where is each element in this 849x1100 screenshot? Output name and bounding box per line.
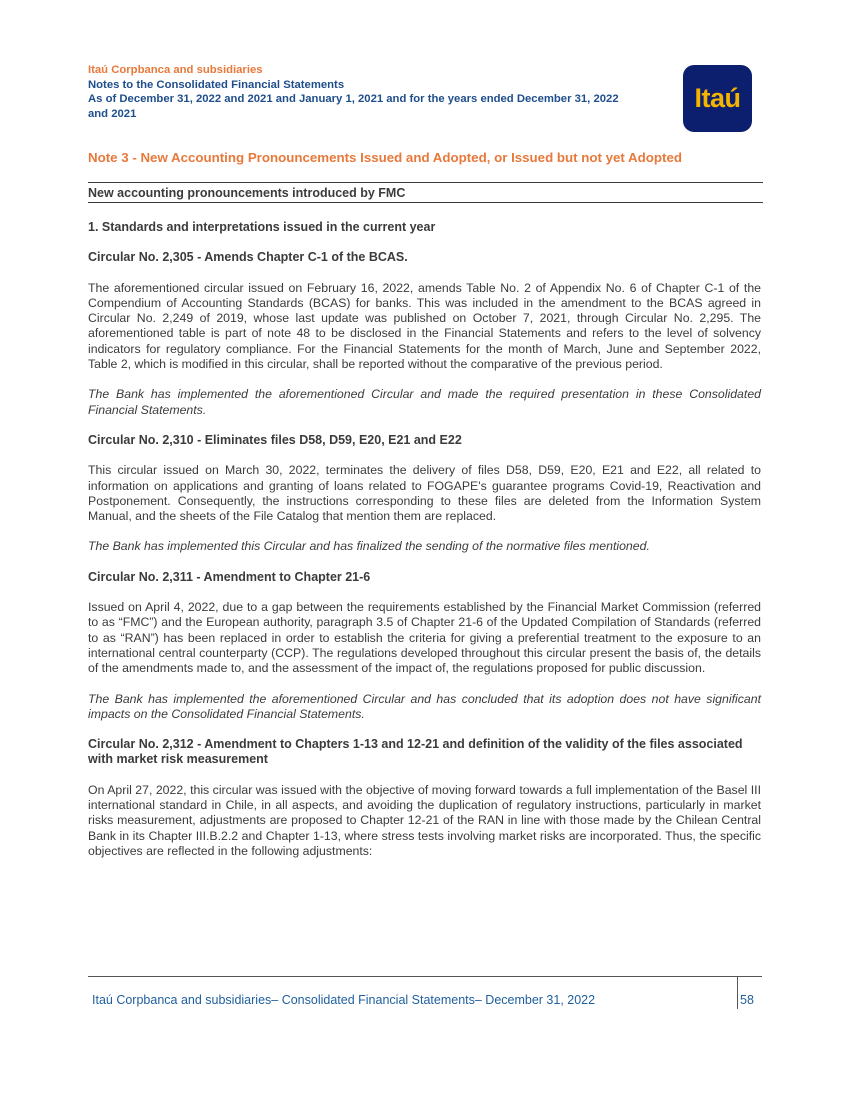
company-name: Itaú Corpbanca and subsidiaries — [88, 64, 263, 76]
circular-2311-title: Circular No. 2,311 - Amendment to Chapter 21-6 — [88, 569, 371, 584]
document-title: Notes to the Consolidated Financial Statements — [88, 78, 345, 91]
note-title: Note 3 - New Accounting Pronouncements Issued and Adopted, or Issued but not yet Adopted — [88, 150, 682, 165]
period-line-2: and 2021 — [88, 107, 137, 120]
period-line-1: As of December 31, 2022 and 2021 and January 1, 2021 and for the years ended December 31, 2022 — [88, 93, 619, 105]
circular-2312-body: On April 27, 2022, this circular was issued with the objective of moving forward towards a full implementation of the Basel III international standard in Chile, in all aspects, and avoiding the duplication of regulatory instructions, particularly in market risks measurement, adjustments are proposed to Chapter 12-21 of the RAN in line with those made by the Chilean Central Bank in its Chapter III.B.2.2 and Chapter 1-13, where stress tests involving market risks are incorporated. Thus, the specific objectives are reflected in the following adjustments: — [88, 782, 761, 858]
circular-2312-title: Circular No. 2,312 - Amendment to Chapters 1-13 and 12-21 and definition of the validity of the files associated with market risk measurement — [88, 737, 743, 767]
circular-2311-bank-statement: The Bank has implemented the aforementioned Circular and has concluded that its adoption does not have significant impacts on the Consolidated Financial Statements. — [88, 691, 761, 721]
footer-text: Itaú Corpbanca and subsidiaries– Consolidated Financial Statements– December 31, 2022 — [92, 993, 596, 1007]
circular-2310-title: Circular No. 2,310 - Eliminates files D58, D59, E20, E21 and E22 — [88, 432, 462, 447]
circular-2305-title: Circular No. 2,305 - Amends Chapter C-1 of the BCAS. — [88, 250, 408, 265]
circular-2305-bank-statement: The Bank has implemented the aforementioned Circular and made the required presentation in these Consolidated Financial Statements. — [88, 387, 761, 417]
page-number: 58 — [740, 993, 754, 1007]
subhead-bottom-rule — [88, 202, 763, 203]
circular-2310-bank-statement: The Bank has implemented this Circular and has finalized the sending of the normative files mentioned. — [88, 539, 650, 554]
main-content — [88, 220, 761, 874]
itau-logo — [683, 65, 752, 132]
logo-text: Itaú — [694, 83, 741, 113]
footer-divider — [737, 976, 738, 1009]
circular-2311-body: Issued on April 4, 2022, due to a gap between the requirements established by the Financial Market Commission (referred to as “FMC”) and the European authority, paragraph 3.5 of Chapter 21-6 of the Updated Compilation of Standards (referred to as “RAN”) has been replaced in order to establish the criteria for giving a preferential treatment to the exposure to an international central counterparty (CCP). The regulations developed throughout this circular present the basis of, the details of the amendments made to, and the assessment of the impact of, the regulations proposed for public discussion. — [88, 600, 761, 676]
subhead-top-rule — [88, 182, 763, 183]
subheading: New accounting pronouncements introduced by FMC — [88, 186, 406, 200]
section-title: 1. Standards and interpretations issued in the current year — [88, 220, 436, 234]
circular-2305-body: The aforementioned circular issued on February 16, 2022, amends Table No. 2 of Appendix No. 6 of Chapter C-1 of the Compendium of Accounting Standards (BCAS) for banks. This was included in the amendment to the BCAS agreed in Circular No. 2,249 of 2019, whose last update was published on October 7, 2021, through Circular No. 2,295. The aforementioned table is part of note 48 to be disclosed in the Financial Statements and refers to the level of solvency indicators for regulatory compliance. For the Financial Statements for the month of March, June and September 2022, Table 2, which is modified in this circular, shall be reported without the comparative of the previous period. — [88, 280, 761, 372]
page-header — [88, 63, 678, 121]
footer-rule — [88, 976, 762, 977]
circular-2310-body: This circular issued on March 30, 2022, terminates the delivery of files D58, D59, E20, E21 and E22, all related to information on applications and granting of loans related to FOGAPE's guarantee programs Covid-19, Reactivation and Postponement. Consequently, the instructions corresponding to these files are deleted from the Information System Manual, and the sheets of the File Catalog that mention them are replaced. — [88, 463, 761, 524]
